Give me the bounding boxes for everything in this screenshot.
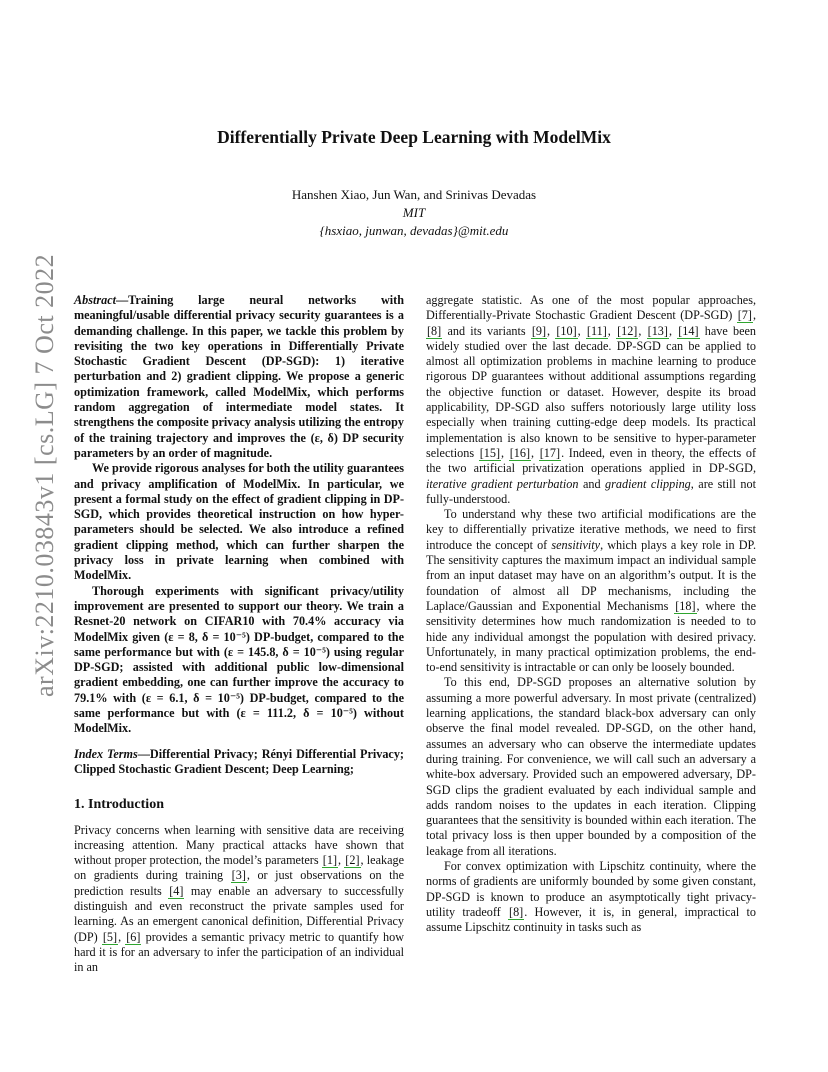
citation-link[interactable]: [12] — [617, 323, 638, 338]
citation-link[interactable]: [7] — [737, 308, 752, 323]
citation-link[interactable]: [1] — [322, 853, 338, 868]
index-terms — [74, 747, 404, 778]
index-terms-text: —Differential Privacy; Rényi Differential Privacy; Clipped Stochastic Gradient Descent; Deep Learning; — [74, 746, 404, 776]
citation-link[interactable]: [8] — [509, 904, 524, 919]
intro-paragraph-2: aggregate statistic. As one of the most popular approaches, Differentially-Private Stochastic Gradient Descent (DP-SGD) [7], [8] and its variants [9], [10], [11], [12], [13], [14] have been widely studied over the last decade. DP-SGD can be applied to almost all optimization problems in machine learning to produce rigorous DP guarantees without additional assumptions regarding the objective function or dataset. However, despite its broad applicability, DP-SGD also suffers notoriously large utility loss especially when training cutting-edge deep models. Its practical implementation is also known to be sensitive to hyper-parameter selections [15], [16], [17]. Indeed, even in theory, the effects of the two artificial privatization operations applied in DP-SGD, iterative gradient perturbation and gradient clipping, are still not fully-understood. — [426, 293, 757, 506]
arxiv-id[interactable]: arXiv:2210.03843v1 [cs.LG] 7 Oct 2022 — [30, 253, 59, 697]
authors: Hanshen Xiao, Jun Wan, and Srinivas Devadas — [291, 187, 537, 202]
citation-link[interactable]: [2] — [345, 853, 360, 868]
citation-link[interactable]: [10] — [556, 323, 577, 338]
citation-link[interactable]: [4] — [169, 883, 184, 898]
section-heading-introduction: 1. Introduction — [74, 797, 164, 813]
citation-link[interactable]: [16] — [509, 445, 531, 460]
intro-paragraph-3: To understand why these two artificial modifications are the key to differentially privatize iterative methods, we need to first introduce the concept of sensitivity, which plays a key role in DP. The sensitivity captures the maximum impact an individual sample from an input dataset may have on an algorithm’s output. It is the foundation of almost all DP mechanisms, including the Laplace/Gaussian and Exponential Mechanisms [18], where the sensitivity determines how much randomization is needed to to hide any individual amongst the population with desired privacy. Unfortunately, in many practical optimization problems, the end-to-end sensitivity is intractable or can only be loosely bounded. — [426, 507, 757, 675]
citation-link[interactable]: [13] — [647, 323, 668, 338]
intro-paragraph-5: For convex optimization with Lipschitz continuity, where the norms of gradients are uniformly bounded by some given constant, DP-SGD is known to produce an asymptotically tight privacy-utility tradeoff [8]. However, it is, in general, impractical to assume Lipschitz continuity in tasks such as — [426, 858, 757, 935]
abstract-text-1: —Training large neural networks with meaningful/usable differential privacy security guarantees is a demanding challenge. In this paper, we tackle this problem by revisiting the two key operations in Differentially Private Stochastic Gradient Descent (DP-SGD): 1) iterative perturbation and 2) gradient clipping. We propose a generic optimization framework, called ModelMix, which performs random aggregation of intermediate model states. It strengthens the composite privacy analysis utilizing the entropy of the training trajectory and improves the (ε, δ) DP security parameters by an order of magnitude. — [74, 293, 404, 460]
citation-link[interactable]: [5] — [102, 929, 118, 944]
email: {hsxiao, junwan, devadas}@mit.edu — [319, 223, 509, 238]
citation-link[interactable]: [6] — [126, 929, 141, 944]
abstract-lead: Abstract — [74, 293, 116, 307]
citation-link[interactable]: [11] — [586, 323, 607, 338]
citation-link[interactable]: [15] — [479, 445, 501, 460]
intro-paragraph-4: To this end, DP-SGD proposes an alternative solution by assuming a more powerful adversary. In most private (centralized) learning applications, the standard black-box adversary can only observe the final model revealed. DP-SGD, on the other hand, assumes an adversary who can observe the intermediate updates during training. For convenience, we will call such an adversary a white-box adversary. Provided such an empowered adversary, DP-SGD clips the gradient evaluated by each individual sample and adds random noises to the updates in each iteration. Clipping guarantees that the sensitivity is bounded within each iteration. The total privacy loss is then upper bounded by a composition of the leakage from all iterations. — [426, 675, 756, 858]
abstract-paragraph-2: We provide rigorous analyses for both the utility guarantees and privacy amplification of ModelMix. In particular, we present a formal study on the effect of gradient clipping in DP-SGD, which provides theoretical instruction on how hyper-parameters should be selected. We also introduce a refined gradient clipping method, which can further sharpen the privacy loss in private learning when combined with ModelMix. — [74, 461, 404, 583]
citation-link[interactable]: [9] — [531, 323, 547, 338]
citation-link[interactable]: [14] — [678, 323, 699, 338]
abstract-paragraph-3: Thorough experiments with significant privacy/utility improvement are presented to support our theory. We train a Resnet-20 network on CIFAR10 with 70.4% accuracy via ModelMix given (ε = 8, δ = 10⁻⁵) DP-budget, compared to the same performance but with (ε = 145.8, δ = 10⁻⁵) using regular DP-SGD; assisted with additional public low-dimensional gradient embedding, one can further improve the accuracy to 79.1% with (ε = 6.1, δ = 10⁻⁵) DP-budget, compared to the same performance but with (ε = 111.2, δ = 10⁻⁵) without ModelMix. — [74, 583, 404, 736]
index-terms-lead: Index Terms — [74, 746, 138, 761]
citation-link[interactable]: [3] — [231, 868, 246, 883]
abstract-paragraph-1 — [74, 293, 404, 461]
citation-link[interactable]: [17] — [539, 445, 561, 460]
right-column — [426, 293, 756, 935]
citation-link[interactable]: [18] — [675, 598, 696, 613]
left-column — [74, 293, 404, 975]
affiliation: MIT — [402, 205, 426, 220]
intro-paragraph-1: Privacy concerns when learning with sensitive data are receiving increasing attention. Many practical attacks have shown that without proper protection, the model’s parameters [1], [2], leakage on gradients during training [3], or just observations on the prediction results [4] may enable an adversary to successfully distinguish and even reconstruct the private samples used for learning. As an emergent canonical definition, Differential Privacy (DP) [5], [6] provides a semantic privacy metric to quantify how hard it is for an adversary to infer the participation of an individual in an — [74, 822, 404, 975]
citation-link[interactable]: [8] — [427, 323, 442, 338]
paper-title: Differentially Private Deep Learning with ModelMix — [217, 127, 611, 147]
